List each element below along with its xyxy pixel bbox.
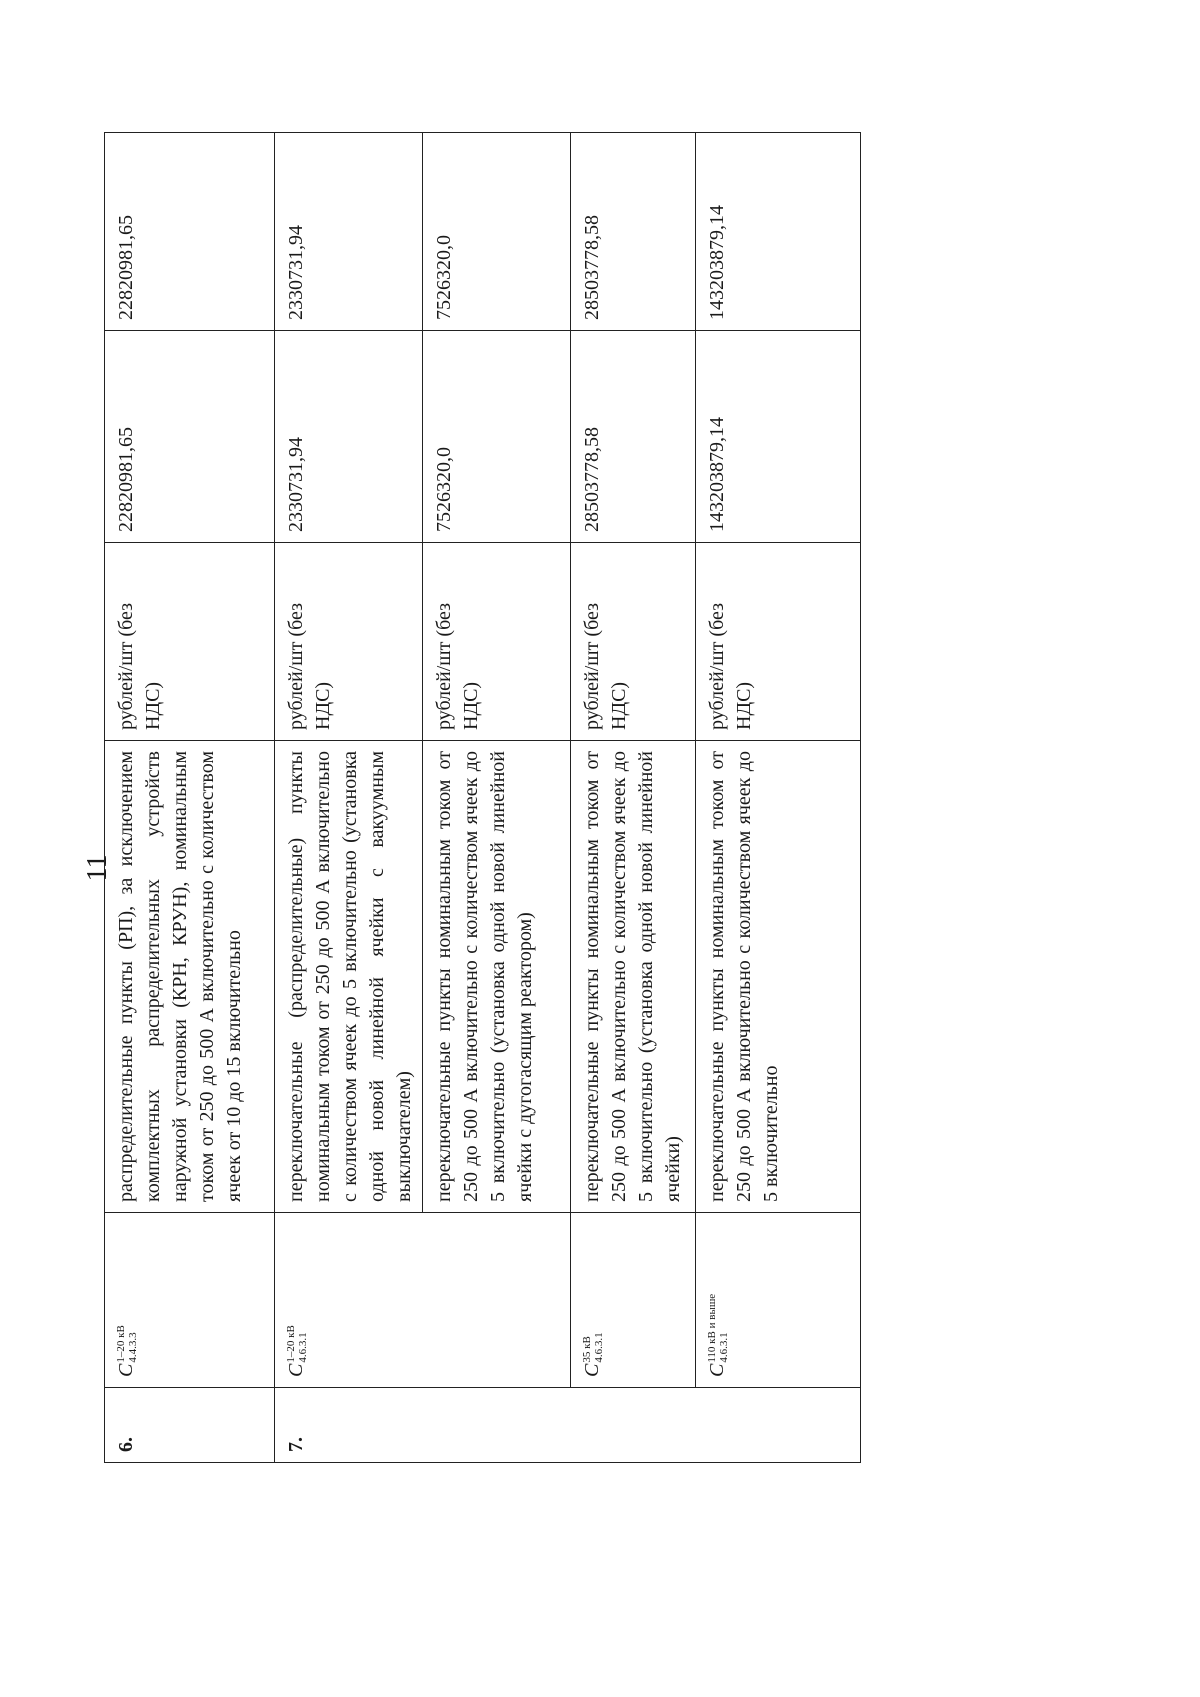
table-row <box>571 133 696 1463</box>
tariff-code <box>275 1213 423 1388</box>
row-number <box>571 1388 696 1463</box>
table-row <box>423 133 571 1463</box>
table-row <box>696 133 861 1463</box>
table-rotator <box>104 133 857 1463</box>
row-description: переключательные пункты номинальным током от 250 до 500 А включительно с количеством ячеек до 5 включительно (установка одной новой линейной ячейки с дугогасящим реактором) <box>423 741 571 1213</box>
table-row <box>275 133 423 1463</box>
row-description: переключательные пункты номинальным током от 250 до 500 А включительно с количеством ячеек до 5 включительно <box>696 741 861 1213</box>
tariff-code <box>571 1213 696 1388</box>
row-unit: рублей/шт (без НДС) <box>696 543 861 741</box>
row-unit: рублей/шт (без НДС) <box>571 543 696 741</box>
row-value-1: 143203879,14 <box>696 331 861 543</box>
row-number: 7. <box>275 1388 423 1463</box>
row-description: распределительные пункты (РП), за исключением комплектных распределительных устройств наружной установки (КРН, КРУН), номинальным током от 250 до 500 А включительно с количеством ячеек от 10 до 15 включительно <box>105 741 275 1213</box>
code-symbol: C <box>285 1363 307 1377</box>
row-value-2: 143203879,14 <box>696 133 861 331</box>
row-description: переключательные (распределительные) пункты номинальным током от 250 до 500 А включительно с количеством ячеек до 5 включительно (установка одной новой линейной ячейки с вакуумным выключателем) <box>275 741 423 1213</box>
table-rotated-frame <box>104 133 857 1463</box>
code-superscript: 1–20 кВ <box>115 1325 128 1363</box>
row-description: переключательные пункты номинальным током от 250 до 500 А включительно с количеством ячеек до 5 включительно (установка одной новой линейной ячейки) <box>571 741 696 1213</box>
code-symbol: C <box>706 1363 728 1377</box>
row-value-2: 22820981,65 <box>105 133 275 331</box>
code-symbol: C <box>115 1363 137 1377</box>
row-value-1: 7526320,0 <box>423 331 571 543</box>
row-unit: рублей/шт (без НДС) <box>105 543 275 741</box>
row-value-1: 2330731,94 <box>275 331 423 543</box>
tariff-code <box>105 1213 275 1388</box>
row-unit: рублей/шт (без НДС) <box>423 543 571 741</box>
code-superscript: 35 кВ <box>581 1336 594 1363</box>
code-superscript: 110 кВ и выше <box>706 1293 719 1363</box>
row-value-2: 28503778,58 <box>571 133 696 331</box>
row-unit: рублей/шт (без НДС) <box>275 543 423 741</box>
page-number: 11 <box>82 854 113 882</box>
code-subscript: 4.6.3.1 <box>297 1332 310 1363</box>
row-number <box>696 1388 861 1463</box>
row-number <box>423 1388 571 1463</box>
code-subscript: 4.4.3.3 <box>127 1332 140 1363</box>
row-value-2: 2330731,94 <box>275 133 423 331</box>
row-value-2: 7526320,0 <box>423 133 571 331</box>
table-row <box>105 133 275 1463</box>
row-value-1: 22820981,65 <box>105 331 275 543</box>
tariff-table <box>104 132 861 1463</box>
code-subscript: 4.6.3.1 <box>593 1332 606 1363</box>
code-superscript: 1–20 кВ <box>285 1325 298 1363</box>
tariff-code <box>696 1213 861 1388</box>
row-number: 6. <box>105 1388 275 1463</box>
code-subscript: 4.6.3.1 <box>718 1332 731 1363</box>
tariff-code <box>423 1213 571 1388</box>
code-symbol: C <box>581 1363 603 1377</box>
row-value-1: 28503778,58 <box>571 331 696 543</box>
